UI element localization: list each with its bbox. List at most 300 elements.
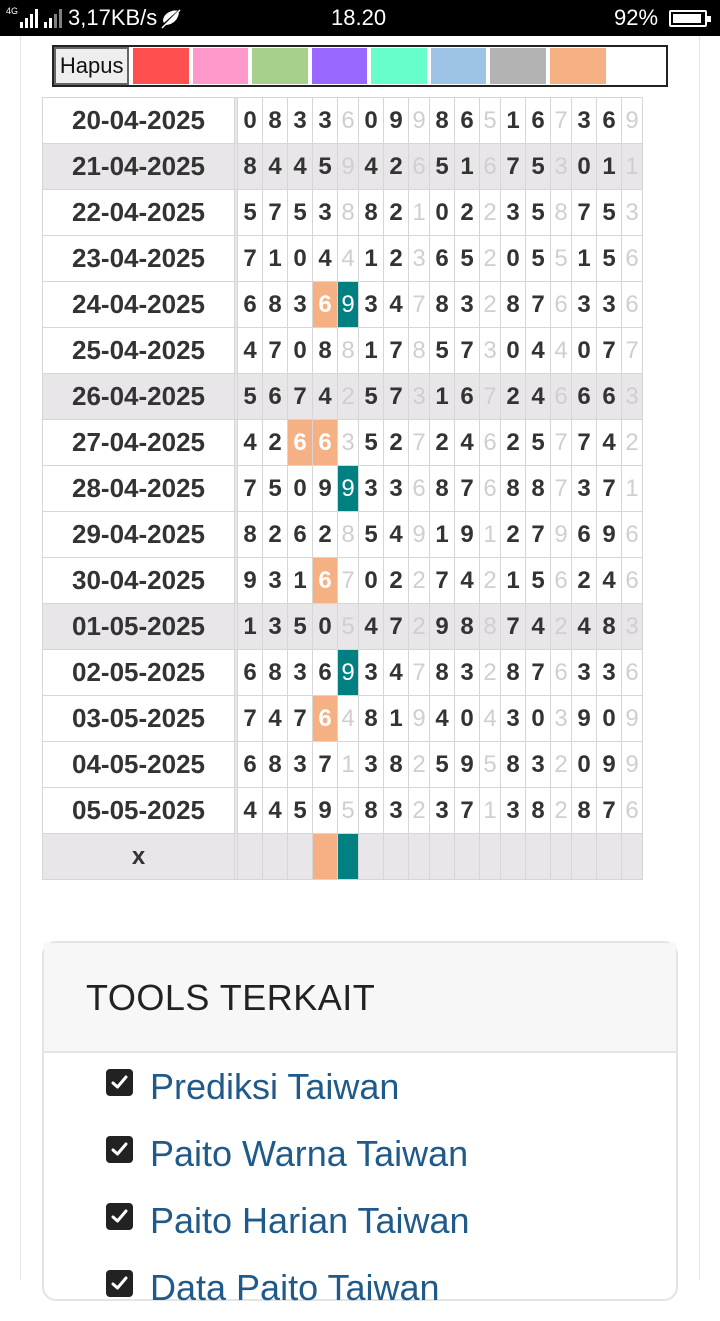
- digit-cell[interactable]: 4: [455, 558, 480, 604]
- digit-cell[interactable]: 5: [430, 144, 455, 190]
- separator-digit-cell[interactable]: 2: [551, 742, 572, 788]
- digit-cell[interactable]: 0: [238, 98, 263, 144]
- digit-cell[interactable]: 1: [430, 374, 455, 420]
- separator-digit-cell[interactable]: 2: [551, 788, 572, 834]
- digit-cell[interactable]: 5: [455, 236, 480, 282]
- digit-cell[interactable]: 7: [526, 282, 551, 328]
- digit-cell[interactable]: 4: [384, 650, 409, 696]
- digit-cell[interactable]: 9: [430, 604, 455, 650]
- separator-digit-cell[interactable]: 6: [551, 558, 572, 604]
- digit-cell[interactable]: 7: [572, 420, 597, 466]
- digit-cell[interactable]: 4: [238, 328, 263, 374]
- separator-digit-cell[interactable]: 7: [622, 328, 643, 374]
- digit-cell[interactable]: 9: [238, 558, 263, 604]
- digit-cell[interactable]: 1: [501, 558, 526, 604]
- digit-cell[interactable]: 6: [238, 742, 263, 788]
- digit-cell[interactable]: 4: [455, 420, 480, 466]
- digit-cell[interactable]: 8: [455, 604, 480, 650]
- separator-digit-cell[interactable]: 6: [409, 144, 430, 190]
- separator-digit-cell[interactable]: 4: [480, 696, 501, 742]
- digit-cell[interactable]: 5: [430, 742, 455, 788]
- digit-cell[interactable]: 2: [572, 558, 597, 604]
- color-swatch[interactable]: [192, 47, 250, 85]
- digit-cell[interactable]: 6: [313, 420, 338, 466]
- digit-cell[interactable]: 0: [572, 144, 597, 190]
- digit-cell[interactable]: 7: [526, 512, 551, 558]
- digit-cell[interactable]: 5: [288, 604, 313, 650]
- digit-cell[interactable]: 2: [384, 420, 409, 466]
- digit-cell[interactable]: 4: [313, 236, 338, 282]
- digit-cell[interactable]: 2: [501, 512, 526, 558]
- digit-cell[interactable]: 2: [263, 512, 288, 558]
- separator-digit-cell[interactable]: 9: [338, 650, 359, 696]
- separator-digit-cell[interactable]: 1: [622, 466, 643, 512]
- digit-cell[interactable]: 3: [288, 650, 313, 696]
- digit-cell[interactable]: 7: [238, 236, 263, 282]
- digit-cell[interactable]: 4: [572, 604, 597, 650]
- digit-cell[interactable]: 6: [597, 374, 622, 420]
- separator-digit-cell[interactable]: 6: [480, 420, 501, 466]
- digit-cell[interactable]: 4: [526, 374, 551, 420]
- separator-digit-cell[interactable]: 7: [551, 98, 572, 144]
- footer-column-cell[interactable]: [430, 834, 455, 880]
- separator-digit-cell[interactable]: 3: [551, 144, 572, 190]
- digit-cell[interactable]: 4: [238, 420, 263, 466]
- digit-cell[interactable]: 0: [597, 696, 622, 742]
- separator-digit-cell[interactable]: 8: [338, 190, 359, 236]
- digit-cell[interactable]: 8: [263, 98, 288, 144]
- digit-cell[interactable]: 7: [313, 742, 338, 788]
- digit-cell[interactable]: 1: [572, 236, 597, 282]
- digit-cell[interactable]: 1: [501, 98, 526, 144]
- digit-cell[interactable]: 7: [526, 650, 551, 696]
- digit-cell[interactable]: 8: [263, 282, 288, 328]
- footer-column-cell[interactable]: [622, 834, 643, 880]
- color-swatch[interactable]: [489, 47, 547, 85]
- digit-cell[interactable]: 3: [455, 650, 480, 696]
- digit-cell[interactable]: 3: [359, 282, 384, 328]
- digit-cell[interactable]: 3: [572, 282, 597, 328]
- digit-cell[interactable]: 7: [430, 558, 455, 604]
- digit-cell[interactable]: 2: [501, 374, 526, 420]
- digit-cell[interactable]: 1: [597, 144, 622, 190]
- footer-column-cell[interactable]: [526, 834, 551, 880]
- digit-cell[interactable]: 3: [288, 282, 313, 328]
- digit-cell[interactable]: 0: [455, 696, 480, 742]
- digit-cell[interactable]: 7: [501, 144, 526, 190]
- digit-cell[interactable]: 3: [526, 742, 551, 788]
- digit-cell[interactable]: 6: [263, 374, 288, 420]
- separator-digit-cell[interactable]: 7: [551, 420, 572, 466]
- related-tool-link[interactable]: Prediksi Taiwan: [150, 1066, 400, 1107]
- color-swatch[interactable]: [311, 47, 369, 85]
- digit-cell[interactable]: 8: [501, 282, 526, 328]
- digit-cell[interactable]: 9: [313, 788, 338, 834]
- digit-cell[interactable]: 5: [238, 374, 263, 420]
- digit-cell[interactable]: 9: [455, 742, 480, 788]
- separator-digit-cell[interactable]: 9: [551, 512, 572, 558]
- separator-digit-cell[interactable]: 8: [338, 512, 359, 558]
- footer-column-cell[interactable]: [480, 834, 501, 880]
- digit-cell[interactable]: 5: [526, 144, 551, 190]
- digit-cell[interactable]: 7: [288, 696, 313, 742]
- separator-digit-cell[interactable]: 6: [409, 466, 430, 512]
- separator-digit-cell[interactable]: 9: [409, 98, 430, 144]
- digit-cell[interactable]: 3: [501, 190, 526, 236]
- color-swatch[interactable]: [609, 47, 667, 85]
- footer-column-cell[interactable]: [263, 834, 288, 880]
- separator-digit-cell[interactable]: 8: [480, 604, 501, 650]
- separator-digit-cell[interactable]: 3: [338, 420, 359, 466]
- separator-digit-cell[interactable]: 6: [551, 282, 572, 328]
- digit-cell[interactable]: 7: [263, 328, 288, 374]
- digit-cell[interactable]: 8: [384, 742, 409, 788]
- separator-digit-cell[interactable]: 1: [480, 788, 501, 834]
- digit-cell[interactable]: 2: [384, 144, 409, 190]
- digit-cell[interactable]: 0: [430, 190, 455, 236]
- separator-digit-cell[interactable]: 1: [480, 512, 501, 558]
- footer-column-cell[interactable]: [238, 834, 263, 880]
- digit-cell[interactable]: 6: [572, 374, 597, 420]
- color-swatch[interactable]: [132, 47, 190, 85]
- separator-digit-cell[interactable]: 7: [409, 650, 430, 696]
- separator-digit-cell[interactable]: 3: [409, 236, 430, 282]
- digit-cell[interactable]: 3: [572, 466, 597, 512]
- separator-digit-cell[interactable]: 6: [551, 374, 572, 420]
- digit-cell[interactable]: 4: [263, 788, 288, 834]
- separator-digit-cell[interactable]: 2: [480, 282, 501, 328]
- digit-cell[interactable]: 5: [313, 144, 338, 190]
- digit-cell[interactable]: 9: [313, 466, 338, 512]
- digit-cell[interactable]: 4: [526, 604, 551, 650]
- digit-cell[interactable]: 3: [384, 466, 409, 512]
- digit-cell[interactable]: 0: [572, 742, 597, 788]
- digit-cell[interactable]: 0: [501, 236, 526, 282]
- digit-cell[interactable]: 9: [597, 512, 622, 558]
- digit-cell[interactable]: 7: [455, 788, 480, 834]
- separator-digit-cell[interactable]: 9: [338, 282, 359, 328]
- color-swatch[interactable]: [549, 47, 607, 85]
- digit-cell[interactable]: 7: [238, 466, 263, 512]
- digit-cell[interactable]: 7: [501, 604, 526, 650]
- digit-cell[interactable]: 4: [288, 144, 313, 190]
- separator-digit-cell[interactable]: 6: [551, 650, 572, 696]
- digit-cell[interactable]: 5: [526, 420, 551, 466]
- digit-cell[interactable]: 7: [455, 328, 480, 374]
- digit-cell[interactable]: 8: [430, 282, 455, 328]
- color-swatch[interactable]: [251, 47, 309, 85]
- separator-digit-cell[interactable]: 2: [480, 558, 501, 604]
- digit-cell[interactable]: 5: [359, 512, 384, 558]
- digit-cell[interactable]: 1: [238, 604, 263, 650]
- digit-cell[interactable]: 7: [597, 788, 622, 834]
- digit-cell[interactable]: 8: [597, 604, 622, 650]
- separator-digit-cell[interactable]: 5: [338, 788, 359, 834]
- separator-digit-cell[interactable]: 9: [338, 466, 359, 512]
- separator-digit-cell[interactable]: 4: [338, 236, 359, 282]
- separator-digit-cell[interactable]: 5: [551, 236, 572, 282]
- digit-cell[interactable]: 4: [359, 604, 384, 650]
- separator-digit-cell[interactable]: 2: [480, 650, 501, 696]
- separator-digit-cell[interactable]: 8: [338, 328, 359, 374]
- digit-cell[interactable]: 5: [526, 236, 551, 282]
- digit-cell[interactable]: 5: [526, 190, 551, 236]
- digit-cell[interactable]: 0: [359, 558, 384, 604]
- related-tool-link[interactable]: Data Paito Taiwan: [150, 1267, 440, 1308]
- separator-digit-cell[interactable]: 6: [338, 98, 359, 144]
- digit-cell[interactable]: 8: [501, 466, 526, 512]
- separator-digit-cell[interactable]: 6: [480, 144, 501, 190]
- separator-digit-cell[interactable]: 7: [338, 558, 359, 604]
- digit-cell[interactable]: 4: [526, 328, 551, 374]
- digit-cell[interactable]: 2: [384, 236, 409, 282]
- separator-digit-cell[interactable]: 7: [409, 420, 430, 466]
- digit-cell[interactable]: 6: [313, 282, 338, 328]
- digit-cell[interactable]: 6: [238, 650, 263, 696]
- separator-digit-cell[interactable]: 9: [622, 696, 643, 742]
- digit-cell[interactable]: 6: [597, 98, 622, 144]
- digit-cell[interactable]: 3: [384, 788, 409, 834]
- footer-column-cell[interactable]: [359, 834, 384, 880]
- separator-digit-cell[interactable]: 8: [551, 190, 572, 236]
- footer-column-cell[interactable]: [501, 834, 526, 880]
- separator-digit-cell[interactable]: 3: [409, 374, 430, 420]
- digit-cell[interactable]: 8: [430, 650, 455, 696]
- separator-digit-cell[interactable]: 4: [551, 328, 572, 374]
- digit-cell[interactable]: 1: [430, 512, 455, 558]
- digit-cell[interactable]: 4: [313, 374, 338, 420]
- digit-cell[interactable]: 4: [238, 788, 263, 834]
- digit-cell[interactable]: 3: [597, 282, 622, 328]
- digit-cell[interactable]: 9: [455, 512, 480, 558]
- digit-cell[interactable]: 9: [384, 98, 409, 144]
- related-tool-link[interactable]: Paito Warna Taiwan: [150, 1133, 469, 1174]
- digit-cell[interactable]: 3: [359, 742, 384, 788]
- digit-cell[interactable]: 1: [288, 558, 313, 604]
- digit-cell[interactable]: 2: [384, 190, 409, 236]
- digit-cell[interactable]: 6: [288, 512, 313, 558]
- clear-color-button[interactable]: Hapus: [54, 47, 129, 85]
- digit-cell[interactable]: 8: [501, 742, 526, 788]
- digit-cell[interactable]: 3: [501, 696, 526, 742]
- digit-cell[interactable]: 2: [430, 420, 455, 466]
- footer-column-cell[interactable]: [313, 834, 338, 880]
- digit-cell[interactable]: 7: [597, 328, 622, 374]
- separator-digit-cell[interactable]: 6: [622, 512, 643, 558]
- digit-cell[interactable]: 0: [572, 328, 597, 374]
- separator-digit-cell[interactable]: 5: [480, 742, 501, 788]
- digit-cell[interactable]: 5: [597, 190, 622, 236]
- digit-cell[interactable]: 4: [263, 144, 288, 190]
- digit-cell[interactable]: 0: [288, 328, 313, 374]
- separator-digit-cell[interactable]: 2: [622, 420, 643, 466]
- separator-digit-cell[interactable]: 3: [480, 328, 501, 374]
- digit-cell[interactable]: 6: [430, 236, 455, 282]
- digit-cell[interactable]: 6: [313, 650, 338, 696]
- digit-cell[interactable]: 5: [359, 374, 384, 420]
- separator-digit-cell[interactable]: 1: [338, 742, 359, 788]
- digit-cell[interactable]: 1: [263, 236, 288, 282]
- digit-cell[interactable]: 3: [263, 558, 288, 604]
- digit-cell[interactable]: 2: [263, 420, 288, 466]
- digit-cell[interactable]: 3: [572, 650, 597, 696]
- separator-digit-cell[interactable]: 2: [338, 374, 359, 420]
- digit-cell[interactable]: 3: [359, 650, 384, 696]
- digit-cell[interactable]: 8: [430, 98, 455, 144]
- separator-digit-cell[interactable]: 7: [551, 466, 572, 512]
- digit-cell[interactable]: 5: [288, 190, 313, 236]
- digit-cell[interactable]: 6: [238, 282, 263, 328]
- separator-digit-cell[interactable]: 4: [338, 696, 359, 742]
- digit-cell[interactable]: 8: [238, 144, 263, 190]
- separator-digit-cell[interactable]: 2: [551, 604, 572, 650]
- related-tool-link[interactable]: Paito Harian Taiwan: [150, 1200, 470, 1241]
- separator-digit-cell[interactable]: 6: [622, 650, 643, 696]
- digit-cell[interactable]: 1: [359, 236, 384, 282]
- separator-digit-cell[interactable]: 3: [551, 696, 572, 742]
- digit-cell[interactable]: 7: [384, 604, 409, 650]
- digit-cell[interactable]: 3: [313, 190, 338, 236]
- separator-digit-cell[interactable]: 3: [622, 190, 643, 236]
- separator-digit-cell[interactable]: 6: [622, 236, 643, 282]
- digit-cell[interactable]: 8: [430, 466, 455, 512]
- separator-digit-cell[interactable]: 2: [480, 236, 501, 282]
- separator-digit-cell[interactable]: 9: [338, 144, 359, 190]
- digit-cell[interactable]: 0: [313, 604, 338, 650]
- digit-cell[interactable]: 8: [572, 788, 597, 834]
- color-swatch[interactable]: [430, 47, 488, 85]
- separator-digit-cell[interactable]: 2: [409, 742, 430, 788]
- digit-cell[interactable]: 7: [263, 190, 288, 236]
- digit-cell[interactable]: 3: [288, 98, 313, 144]
- separator-digit-cell[interactable]: 9: [409, 696, 430, 742]
- digit-cell[interactable]: 7: [597, 466, 622, 512]
- digit-cell[interactable]: 4: [597, 558, 622, 604]
- digit-cell[interactable]: 4: [359, 144, 384, 190]
- digit-cell[interactable]: 7: [455, 466, 480, 512]
- separator-digit-cell[interactable]: 7: [409, 282, 430, 328]
- separator-digit-cell[interactable]: 2: [409, 558, 430, 604]
- digit-cell[interactable]: 6: [526, 98, 551, 144]
- separator-digit-cell[interactable]: 1: [622, 144, 643, 190]
- footer-column-cell[interactable]: [572, 834, 597, 880]
- digit-cell[interactable]: 6: [455, 98, 480, 144]
- footer-column-cell[interactable]: [409, 834, 430, 880]
- digit-cell[interactable]: 1: [359, 328, 384, 374]
- digit-cell[interactable]: 8: [263, 650, 288, 696]
- digit-cell[interactable]: 1: [455, 144, 480, 190]
- separator-digit-cell[interactable]: 6: [622, 788, 643, 834]
- separator-digit-cell[interactable]: 2: [480, 190, 501, 236]
- digit-cell[interactable]: 6: [288, 420, 313, 466]
- digit-cell[interactable]: 6: [572, 512, 597, 558]
- footer-column-cell[interactable]: [384, 834, 409, 880]
- separator-digit-cell[interactable]: 2: [409, 604, 430, 650]
- digit-cell[interactable]: 6: [313, 696, 338, 742]
- digit-cell[interactable]: 7: [384, 374, 409, 420]
- digit-cell[interactable]: 3: [430, 788, 455, 834]
- digit-cell[interactable]: 3: [263, 604, 288, 650]
- separator-digit-cell[interactable]: 6: [622, 282, 643, 328]
- digit-cell[interactable]: 3: [313, 98, 338, 144]
- digit-cell[interactable]: 2: [313, 512, 338, 558]
- digit-cell[interactable]: 5: [238, 190, 263, 236]
- digit-cell[interactable]: 4: [263, 696, 288, 742]
- separator-digit-cell[interactable]: 7: [480, 374, 501, 420]
- digit-cell[interactable]: 8: [501, 650, 526, 696]
- digit-cell[interactable]: 3: [359, 466, 384, 512]
- digit-cell[interactable]: 8: [359, 788, 384, 834]
- digit-cell[interactable]: 1: [384, 696, 409, 742]
- digit-cell[interactable]: 0: [359, 98, 384, 144]
- digit-cell[interactable]: 2: [455, 190, 480, 236]
- digit-cell[interactable]: 9: [572, 696, 597, 742]
- digit-cell[interactable]: 5: [288, 788, 313, 834]
- digit-cell[interactable]: 5: [430, 328, 455, 374]
- separator-digit-cell[interactable]: 5: [338, 604, 359, 650]
- digit-cell[interactable]: 7: [384, 328, 409, 374]
- digit-cell[interactable]: 5: [526, 558, 551, 604]
- digit-cell[interactable]: 4: [384, 512, 409, 558]
- digit-cell[interactable]: 0: [526, 696, 551, 742]
- digit-cell[interactable]: 4: [597, 420, 622, 466]
- separator-digit-cell[interactable]: 9: [622, 742, 643, 788]
- separator-digit-cell[interactable]: 6: [480, 466, 501, 512]
- digit-cell[interactable]: 0: [288, 236, 313, 282]
- separator-digit-cell[interactable]: 5: [480, 98, 501, 144]
- digit-cell[interactable]: 5: [263, 466, 288, 512]
- separator-digit-cell[interactable]: 2: [409, 788, 430, 834]
- clear-row-button[interactable]: x: [43, 834, 235, 880]
- separator-digit-cell[interactable]: 1: [409, 190, 430, 236]
- digit-cell[interactable]: 6: [455, 374, 480, 420]
- digit-cell[interactable]: 0: [501, 328, 526, 374]
- digit-cell[interactable]: 3: [501, 788, 526, 834]
- digit-cell[interactable]: 8: [263, 742, 288, 788]
- digit-cell[interactable]: 8: [313, 328, 338, 374]
- separator-digit-cell[interactable]: 6: [622, 558, 643, 604]
- digit-cell[interactable]: 5: [359, 420, 384, 466]
- digit-cell[interactable]: 8: [526, 466, 551, 512]
- separator-digit-cell[interactable]: 9: [622, 98, 643, 144]
- separator-digit-cell[interactable]: 9: [409, 512, 430, 558]
- separator-digit-cell[interactable]: 3: [622, 374, 643, 420]
- digit-cell[interactable]: 0: [288, 466, 313, 512]
- digit-cell[interactable]: 5: [597, 236, 622, 282]
- digit-cell[interactable]: 7: [572, 190, 597, 236]
- digit-cell[interactable]: 6: [313, 558, 338, 604]
- separator-digit-cell[interactable]: 8: [409, 328, 430, 374]
- digit-cell[interactable]: 8: [359, 190, 384, 236]
- color-swatch[interactable]: [370, 47, 428, 85]
- footer-column-cell[interactable]: [551, 834, 572, 880]
- footer-column-cell[interactable]: [455, 834, 480, 880]
- digit-cell[interactable]: 8: [526, 788, 551, 834]
- footer-column-cell[interactable]: [338, 834, 359, 880]
- digit-cell[interactable]: 7: [288, 374, 313, 420]
- digit-cell[interactable]: 9: [597, 742, 622, 788]
- digit-cell[interactable]: 4: [384, 282, 409, 328]
- digit-cell[interactable]: 3: [455, 282, 480, 328]
- footer-column-cell[interactable]: [597, 834, 622, 880]
- digit-cell[interactable]: 8: [359, 696, 384, 742]
- footer-column-cell[interactable]: [288, 834, 313, 880]
- digit-cell[interactable]: 2: [501, 420, 526, 466]
- digit-cell[interactable]: 3: [597, 650, 622, 696]
- separator-digit-cell[interactable]: 3: [622, 604, 643, 650]
- digit-cell[interactable]: 3: [288, 742, 313, 788]
- digit-cell[interactable]: 7: [238, 696, 263, 742]
